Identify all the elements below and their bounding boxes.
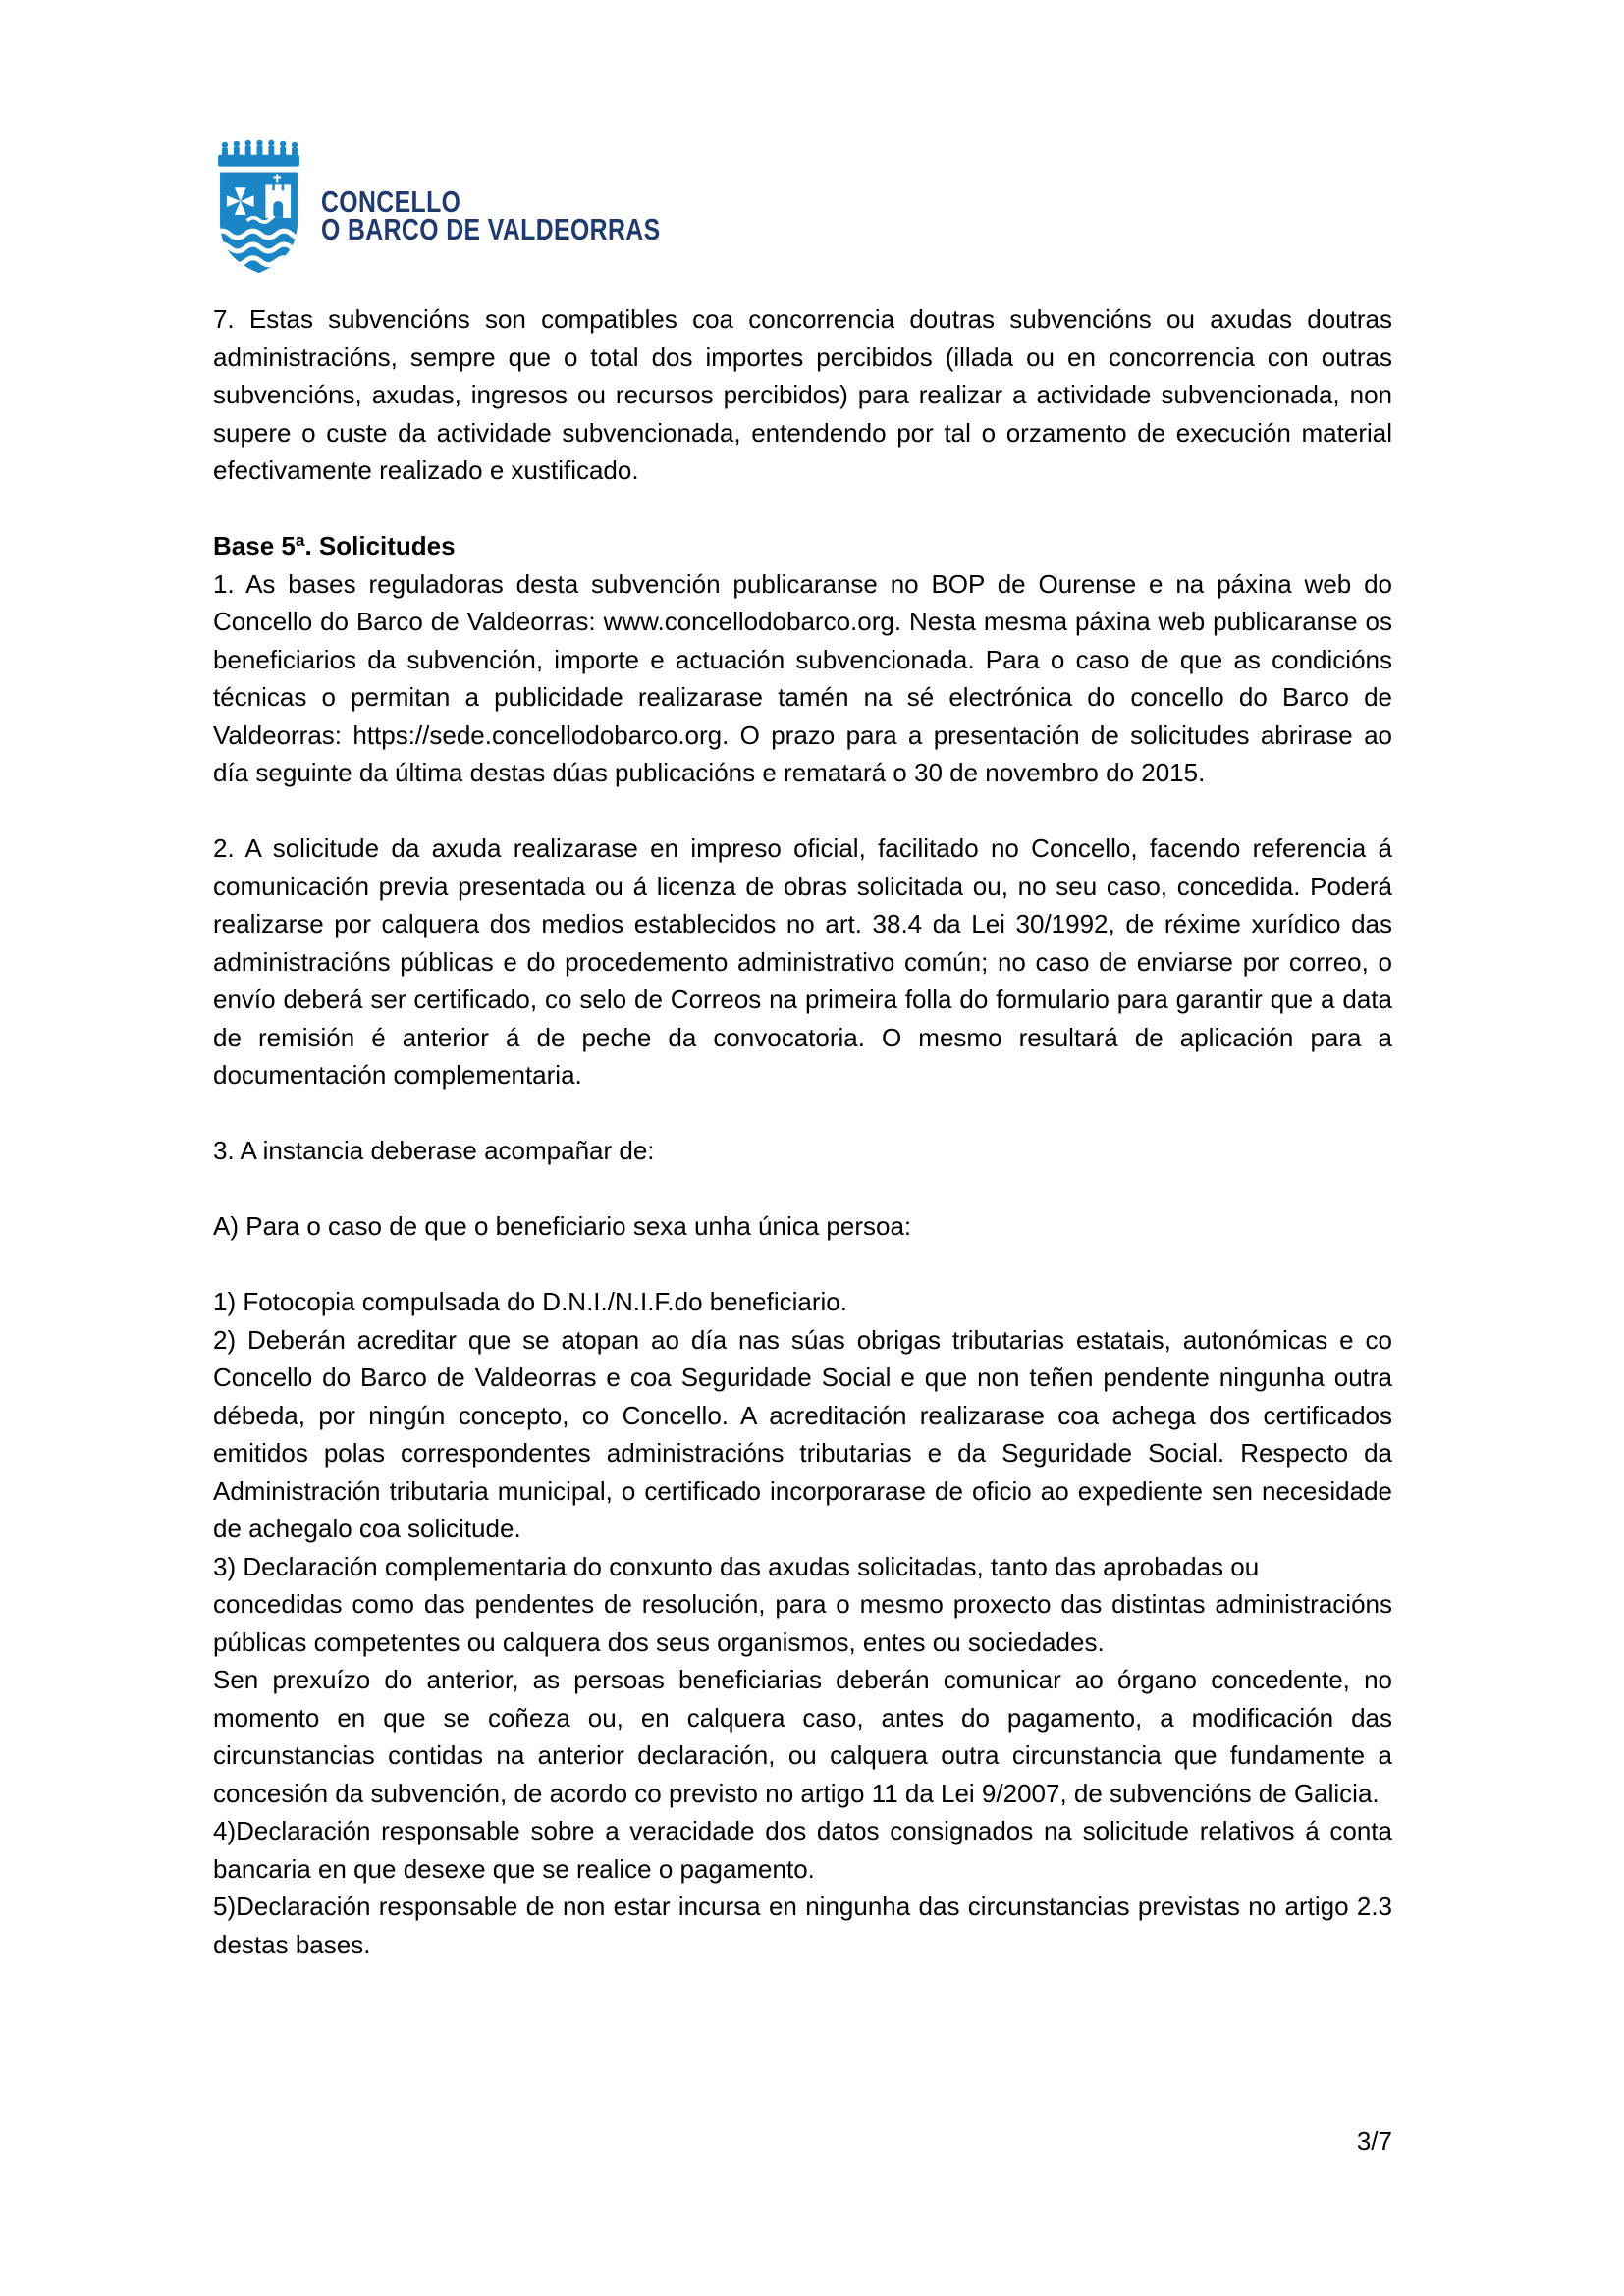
crown-icon [218, 140, 299, 167]
blank-line [213, 490, 1392, 528]
blank-line [213, 792, 1392, 830]
blank-line [213, 1246, 1392, 1284]
list-item-5: 5)Declaración responsable de non estar incursa en ningunha das circunstancias previstas no artigo 2.3 destas bases. [213, 1892, 1392, 1959]
list-item-4: 4)Declaración responsable sobre a veracidade dos datos consignados na solicitude relativos á conta bancaria en que desexe que se realice o pagamento. [213, 1816, 1392, 1884]
paragraph-compatibility: 7. Estas subvencións son compatibles coa concorrencia doutras subvencións ou axudas doutras administracións, sempre que o total dos importes percibidos (illada ou en concorrencia con outras subvencións, axudas, ingresos ou recursos percibidos) para realizar a actividade subvencionada, non supere o custe da actividade subvencionada, entendendo por tal o orzamento de execución material efectivamente realizado e xustificado. [213, 304, 1392, 485]
section-heading-base5: Base 5ª. Solicitudes [213, 531, 456, 561]
document-body [213, 300, 1392, 1963]
page-number: 3/7 [1356, 2126, 1392, 2156]
logo-org-name-line2: O BARCO DE VALDEORRAS [321, 212, 661, 246]
logo-wordmark [321, 185, 745, 246]
paragraph-base5-2: 2. A solicitude da axuda realizarase en impreso oficial, facilitado no Concello, facendo referencia á comunicación previa presentada ou á licenza de obras solicitada ou, no seu caso, concedida. Poderá realizarse por calquera dos medios establecidos no art. 38.4 da Lei 30/1992, de réxime xurídico das administracións públicas e do procedemento administrativo común; no caso de enviarse por correo, o envío deberá ser certificado, co selo de Correos na primeira folla do formulario para garantir que a data de remisión é anterior á de peche da convocatoria. O mesmo resultará de aplicación para a documentación complementaria. [213, 833, 1392, 1090]
logo-org-name-line1: CONCELLO [321, 185, 461, 219]
municipal-coat-of-arms-icon [212, 137, 305, 283]
list-item-3-note: Sen prexuízo do anterior, as persoas beneficiarias deberán comunicar ao órgano concedente, no momento en que se coñeza ou, en calquera caso, antes do pagamento, a modificación das circunstancias contidas na anterior declaración, ou calquera outra circunstancia que fundamente a concesión da subvención, de acordo co previsto no artigo 11 da Lei 9/2007, de subvencións de Galicia. [213, 1665, 1392, 1808]
list-item-1: 1) Fotocopia compulsada do D.N.I./N.I.F.do beneficiario. [213, 1287, 847, 1316]
paragraph-base5-1: 1. As bases reguladoras desta subvención publicaranse no BOP de Ourense e na páxina web do Concello do Barco de Valdeorras: www.concellodobarco.org. Nesta mesma páxina web publicaranse os beneficiarios da subvención, importe e actuación subvencionada. Para o caso de que as condicións técnicas o permitan a publicidade realizarase tamén na sé electrónica do concello do Barco de Valdeorras: https://sede.concellodobarco.org. O prazo para a presentación de solicitudes abrirase ao día seguinte da última destas dúas publicacións e rematará o 30 de novembro do 2015. [213, 568, 1392, 787]
blank-line [213, 1170, 1392, 1208]
logo [212, 137, 745, 283]
paragraph-case-a: A) Para o caso de que o beneficiario sexa unha única persoa: [213, 1211, 912, 1241]
blank-line [213, 1095, 1392, 1133]
paragraph-base5-3: 3. A instancia deberase acompañar de: [213, 1136, 655, 1165]
list-item-2: 2) Deberán acreditar que se atopan ao día nas súas obrigas tributarias estatais, autonómicas e co Concello do Barco de Valdeorras e coa Seguridade Social e que non teñen pendente ningunha outra débeda, por ningún concepto, co Concello. A acreditación realizarase coa achega dos certificados emitidos polas correspondentes administracións tributarias e da Seguridade Social. Respecto da Administración tributaria municipal, o certificado incorporarase de oficio ao expediente sen necesidade de achegalo coa solicitude. [213, 1324, 1392, 1543]
list-item-3-continuation: concedidas como das pendentes de resolución, para o mesmo proxecto das distintas administracións públicas competentes ou calquera dos seus organismos, entes ou sociedades. [213, 1589, 1392, 1657]
list-item-3-intro: 3) Declaración complementaria do conxunto das axudas solicitadas, tanto das aprobadas ou [213, 1551, 1260, 1581]
page-footer [213, 2122, 1392, 2161]
